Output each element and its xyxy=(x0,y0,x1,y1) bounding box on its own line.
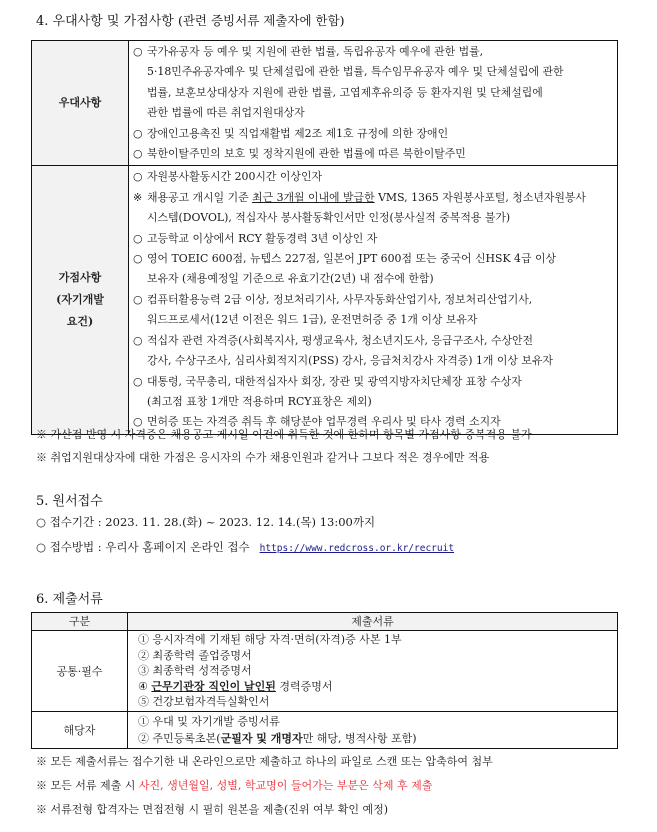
circle-bullet-icon: ○ xyxy=(133,415,143,429)
list-item xyxy=(133,42,617,62)
circle-bullet-icon: ○ xyxy=(133,147,143,161)
item-text: 최종학력 졸업증명서 xyxy=(152,648,252,662)
preference-content xyxy=(129,41,618,166)
item-text: 북한이탈주민의 보호 및 정착지원에 관한 법률에 따른 북한이탈주민 xyxy=(147,147,466,161)
circled-number-icon: ① xyxy=(138,714,149,728)
common-content xyxy=(128,631,618,712)
section-6-note-1: ※ 모든 제출서류는 접수기한 내 온라인으로만 제출하고 하나의 파일로 스캔 또는 압축하여 첨부 xyxy=(36,755,493,768)
item-text: 면허증 또는 자격증 취득 후 해당분야 업무경력 우리사 및 타사 경력 소지자 xyxy=(147,415,501,429)
circle-bullet-icon: ○ xyxy=(133,252,143,266)
bonus-content xyxy=(129,166,618,434)
list-item xyxy=(133,124,617,144)
item-text: 법률, 보훈보상대상자 지원에 관한 법률, 고엽제후유의증 등 환자지원 및 단체설립에 xyxy=(147,85,543,99)
documents-table xyxy=(31,612,618,749)
item-text: 관한 법률에 따른 취업지원대상자 xyxy=(147,106,305,120)
list-item xyxy=(138,663,617,679)
item-text: 고등학교 이상에서 RCY 활동경력 3년 이상인 자 xyxy=(147,231,378,245)
circle-bullet-icon: ○ xyxy=(133,374,143,388)
item-text: (최고점 표창 1개만 적용하며 RCY표창은 제외) xyxy=(147,394,372,408)
circle-bullet-icon: ○ xyxy=(133,292,143,306)
bonus-label-line: 요건) xyxy=(66,315,94,329)
list-item xyxy=(138,648,617,664)
reference-mark-icon: ※ xyxy=(133,190,143,204)
red-warning-text: 사진, 생년월일, 성별, 학교명이 들어가는 부분은 삭제 후 제출 xyxy=(138,779,433,792)
section-6-note-3: ※ 서류전형 합격자는 면접전형 시 필히 원본을 제출(진위 여부 확인 예정) xyxy=(36,803,389,816)
list-item xyxy=(133,144,617,164)
list-item xyxy=(133,372,617,392)
section-6-title: 6. 제출서류 xyxy=(36,592,103,607)
item-text: 자원봉사활동시간 200시간 이상인자 xyxy=(147,170,322,184)
list-item xyxy=(138,694,617,710)
item-text: 워드프로세서(12년 이전은 워드 1급), 운전면허증 중 1개 이상 보유자 xyxy=(147,313,478,327)
list-item xyxy=(138,632,617,648)
bonus-label-line: (자기개발 xyxy=(56,293,104,307)
item-text: 만 해당, 병적사항 포함) xyxy=(302,731,417,745)
item-text: 적십자 관련 자격증(사회복지사, 평생교육사, 청소년지도사, 응급구조사, 수상안전 xyxy=(147,333,534,347)
item-text: 보유자 (채용예정일 기준으로 유효기간(2년) 내 점수에 한함) xyxy=(147,272,434,286)
documents-header-row xyxy=(32,613,618,631)
item-text: VMS, 1365 자원봉사포털, 청소년자원봉사 xyxy=(374,190,586,204)
header-category: 구분 xyxy=(32,613,128,631)
application-period: ○ 접수기간 : 2023. 11. 28.(화) ~ 2023. 12. 14.(목) 13:00까지 xyxy=(36,515,376,529)
circled-number-icon: ⑤ xyxy=(138,695,149,709)
common-row xyxy=(32,631,618,712)
list-item xyxy=(133,167,617,187)
bonus-label-line: 가점사항 xyxy=(58,271,102,285)
list-item xyxy=(138,679,617,695)
recruit-link[interactable]: https://www.redcross.or.kr/recruit xyxy=(259,543,455,554)
item-text: 국가유공자 등 예우 및 지원에 관한 법률, 독립유공자 예우에 관한 법률, xyxy=(147,45,484,58)
circle-bullet-icon: ○ xyxy=(133,170,143,184)
list-item xyxy=(133,331,617,351)
section-4-heading: 4. 우대사항 및 가점사항 xyxy=(36,14,174,29)
circled-number-icon: ① xyxy=(138,633,149,646)
preference-row xyxy=(32,41,618,166)
list-item xyxy=(133,188,617,208)
applicable-content xyxy=(128,711,618,748)
item-text: 강사, 수상구조사, 심리사회적지지(PSS) 강사, 응급처치강사 자격증) 1개 이상 보유자 xyxy=(147,354,553,368)
underlined-text: 최근 3개월 이내에 발급한 xyxy=(252,190,375,204)
section-6-note-2 xyxy=(36,776,432,796)
circle-bullet-icon: ○ xyxy=(133,126,143,140)
bold-text: 군필자 및 개명자 xyxy=(220,731,303,745)
list-item xyxy=(138,713,617,730)
common-label: 공통·필수 xyxy=(32,631,128,712)
applicable-label: 해당자 xyxy=(32,711,128,748)
item-text: 채용공고 개시일 기준 xyxy=(147,190,253,204)
bonus-label xyxy=(32,166,129,434)
preference-label: 우대사항 xyxy=(32,41,129,166)
application-method xyxy=(36,537,454,559)
list-item xyxy=(133,249,617,269)
bonus-row xyxy=(32,166,618,434)
circled-number-icon: ② xyxy=(138,731,149,745)
section-4-note-1: ※ 가산점 반영 시 자격증은 채용공고 게시일 이전에 취득한 것에 한하며 항목별 가점사항 중복적용 불가 xyxy=(36,428,532,441)
header-documents: 제출서류 xyxy=(128,613,618,631)
circled-number-icon: ② xyxy=(138,648,149,662)
underlined-text: 근무기관장 직인이 날인된 xyxy=(151,679,276,693)
circle-bullet-icon: ○ xyxy=(133,45,143,58)
section-4-title xyxy=(36,10,345,29)
circle-bullet-icon: ○ xyxy=(133,231,143,245)
applicable-row xyxy=(32,711,618,748)
section-4-note: (관련 증빙서류 제출자에 한함) xyxy=(177,13,345,28)
list-item xyxy=(138,730,617,747)
item-text: 대통령, 국무총리, 대한적십자사 회장, 장관 및 광역지방자치단체장 표창 수상자 xyxy=(147,374,522,388)
preference-bonus-table xyxy=(31,40,618,435)
section-4-note-2: ※ 취업지원대상자에 대한 가점은 응시자의 수가 채용인원과 같거나 그보다 적은 경우에만 적용 xyxy=(36,451,490,464)
item-text: 장애인고용촉진 및 직업재활법 제2조 제1호 규정에 의한 장애인 xyxy=(147,126,449,140)
circled-number-icon: ③ xyxy=(138,664,149,678)
application-method-text: ○ 접수방법 : 우리사 홈페이지 온라인 접수 xyxy=(36,540,250,554)
item-text: 최종학력 성적증명서 xyxy=(152,664,252,678)
item-text: 우대 및 자기개발 증빙서류 xyxy=(152,714,280,728)
list-item xyxy=(133,290,617,310)
item-text: 컴퓨터활용능력 2급 이상, 정보처리기사, 사무자동화산업기사, 정보처리산업기사, xyxy=(147,292,533,306)
item-text: 영어 TOEIC 600점, 뉴텝스 227점, 일본어 JPT 600점 또는 중국어 신HSK 4급 이상 xyxy=(147,252,556,266)
item-text: 건강보험자격득실확인서 xyxy=(152,695,270,709)
circle-bullet-icon: ○ xyxy=(133,333,143,347)
section-5-title: 5. 원서접수 xyxy=(36,494,103,509)
note-text: ※ 모든 서류 제출 시 xyxy=(36,779,139,792)
circled-number-icon: ④ xyxy=(138,679,148,693)
item-text: 경력증명서 xyxy=(275,679,333,693)
item-text: 시스템(DOVOL), 적십자사 봉사활동확인서만 인정(봉사실적 중복적용 불가) xyxy=(147,211,511,225)
item-text: 응시자격에 기재된 해당 자격·면허(자격)증 사본 1부 xyxy=(152,633,402,646)
item-text: 5·18민주유공자예우 및 단체설립에 관한 법률, 특수임무유공자 예우 및 단체설립에 관한 xyxy=(147,65,564,79)
list-item xyxy=(133,229,617,249)
item-text: 주민등록초본( xyxy=(152,731,221,745)
